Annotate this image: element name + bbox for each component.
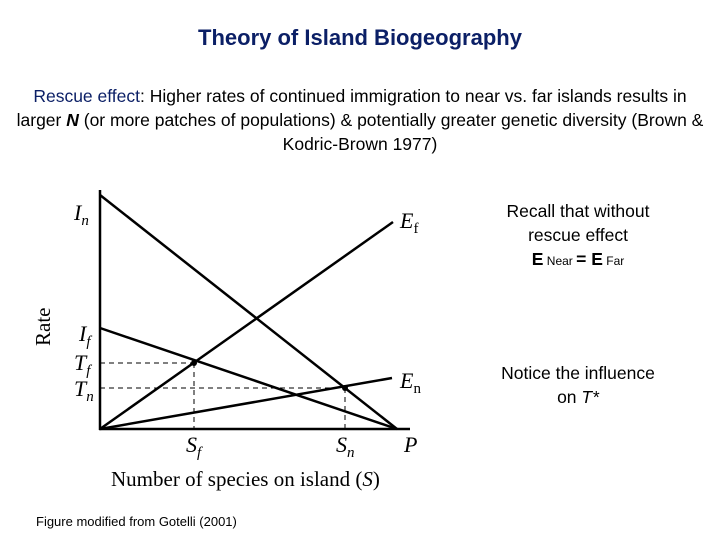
near-subscript: Near [543, 254, 577, 268]
label-en: $E_n$ [400, 368, 421, 397]
note2-on: on [557, 387, 582, 407]
e-near-symbol: E [531, 249, 544, 269]
equals-sign: = [576, 249, 592, 269]
far-equilibrium-point [191, 360, 197, 366]
rescue-effect-term: Rescue effect [33, 86, 141, 106]
page-title: Theory of Island Biogeography [198, 25, 522, 50]
label-in: $I_n$ [74, 200, 89, 229]
intro-text-1: : Higher rates of continued immigration to near vs. far islands results in larger [16, 86, 687, 130]
extinction-near-line [100, 378, 392, 429]
note2-line1: Notice the influence [501, 363, 655, 383]
x-axis-label: Number of species on island (S) [111, 467, 380, 491]
label-tf: $T_f$ [74, 350, 91, 379]
immigration-near-line [100, 195, 397, 429]
far-subscript: Far [602, 254, 625, 268]
immigration-far-line [100, 328, 397, 429]
label-if: $I_f$ [79, 321, 91, 350]
label-ef: $E_f$ [400, 208, 419, 237]
figure-credit: Figure modified from Gotelli (2001) [36, 514, 237, 529]
note1-line2: rescue effect [528, 225, 628, 245]
intro-text-2: (or more patches of populations) & potentially greater genetic diversity (Brown & Kodric-Brown 1977) [78, 110, 704, 154]
tick-sn: $S_n$ [336, 432, 355, 461]
tick-sf: $S_f$ [186, 432, 202, 461]
t-star-symbol: T* [581, 387, 599, 407]
intro-n-symbol: N [66, 110, 79, 130]
tick-p: P [404, 432, 418, 457]
y-axis-label: Rate [31, 307, 55, 346]
note1-line1: Recall that without [506, 201, 650, 221]
e-far-symbol: E [591, 249, 603, 269]
near-equilibrium-point [342, 385, 348, 391]
label-tn: $T_n$ [74, 376, 94, 405]
extinction-far-line [100, 222, 393, 429]
